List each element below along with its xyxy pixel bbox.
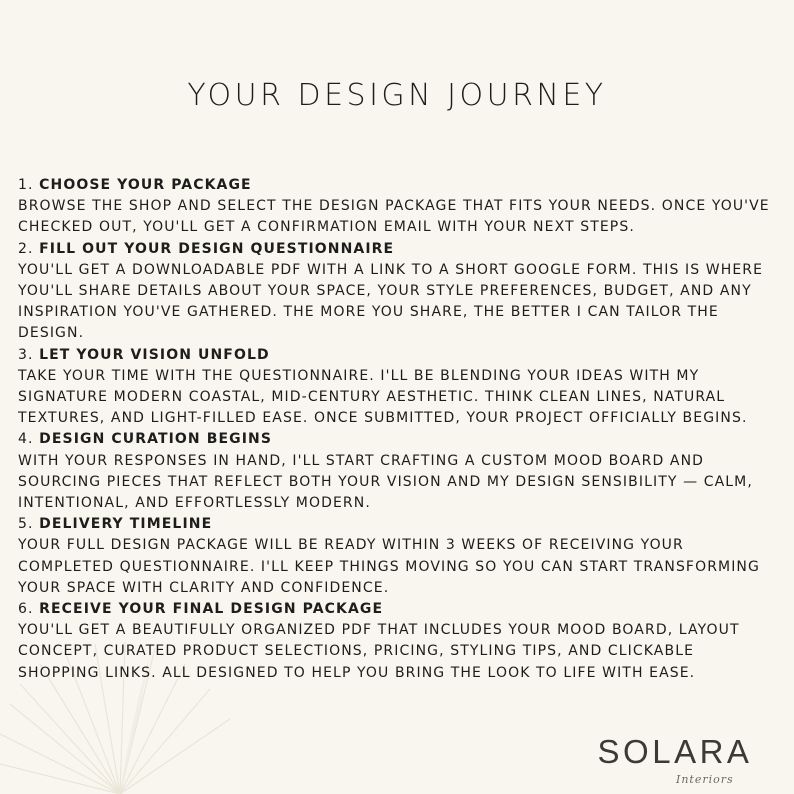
step-description-line: INTENTIONAL, AND EFFORTLESSLY MODERN. — [18, 495, 371, 512]
step-title: FILL OUT YOUR DESIGN QUESTIONNAIRE — [39, 240, 395, 257]
step-title: DELIVERY TIMELINE — [39, 516, 213, 533]
step-heading — [18, 175, 788, 196]
step-title: RECEIVE YOUR FINAL DESIGN PACKAGE — [39, 601, 384, 618]
step-description-line: BROWSE THE SHOP AND SELECT THE DESIGN PACKAGE THAT FITS YOUR NEEDS. ONCE YOU'VE — [18, 198, 770, 215]
step-heading — [18, 239, 788, 260]
step-description-line: SIGNATURE MODERN COASTAL, MID-CENTURY AESTHETIC. THINK CLEAN LINES, NATURAL — [18, 389, 726, 406]
step-heading — [18, 514, 788, 535]
step-description-line: INSPIRATION YOU'VE GATHERED. THE MORE YOU SHARE, THE BETTER I CAN TAILOR THE — [18, 304, 719, 321]
step-title: CHOOSE YOUR PACKAGE — [39, 177, 252, 193]
step-description-line: TAKE YOUR TIME WITH THE QUESTIONNAIRE. I'LL BE BLENDING YOUR IDEAS WITH MY — [18, 367, 700, 384]
brand-logo — [590, 733, 760, 786]
step-description-line: COMPLETED QUESTIONNAIRE. I'LL KEEP THINGS MOVING SO YOU CAN START TRANSFORMING — [18, 558, 760, 575]
step-description-line: CONCEPT, CURATED PRODUCT SELECTIONS, PRICING, STYLING TIPS, AND CLICKABLE — [18, 643, 695, 660]
step-title: LET YOUR VISION UNFOLD — [39, 346, 270, 363]
step-description-line: YOU'LL GET A DOWNLOADABLE PDF WITH A LINK TO A SHORT GOOGLE FORM. THIS IS WHERE — [18, 261, 764, 278]
step-title: DESIGN CURATION BEGINS — [39, 431, 273, 448]
step-description-line: SOURCING PIECES THAT REFLECT BOTH YOUR VISION AND MY DESIGN SENSIBILITY — CALM, — [18, 473, 753, 490]
step-number: 5. — [18, 516, 34, 533]
step-heading — [18, 599, 788, 620]
step-number: 3. — [18, 346, 34, 363]
step-number: 6. — [18, 601, 34, 618]
step-description-line: CHECKED OUT, YOU'LL GET A CONFIRMATION EMAIL WITH YOUR NEXT STEPS. — [18, 219, 635, 236]
step-description-line: YOUR SPACE WITH CLARITY AND CONFIDENCE. — [18, 579, 390, 596]
page-title: YOUR DESIGN JOURNEY — [187, 78, 607, 113]
step-number: 2. — [18, 240, 34, 257]
step-description-line: SHOPPING LINKS. ALL DESIGNED TO HELP YOU BRING THE LOOK TO LIFE WITH EASE. — [18, 664, 696, 681]
step-heading — [18, 429, 788, 450]
step-number: 4. — [18, 431, 34, 448]
brand-script: Interiors — [676, 773, 734, 786]
step-number: 1. — [18, 177, 34, 193]
step-description-line: TEXTURES, AND LIGHT-FILLED EASE. ONCE SUBMITTED, YOUR PROJECT OFFICIALLY BEGINS. — [18, 410, 748, 427]
brand-name: SOLARA — [597, 733, 753, 770]
steps-list — [18, 175, 788, 684]
step-heading — [18, 345, 788, 366]
step-description-line: YOU'LL SHARE DETAILS ABOUT YOUR SPACE, YOUR STYLE PREFERENCES, BUDGET, AND ANY — [18, 283, 752, 300]
step-description-line: YOUR FULL DESIGN PACKAGE WILL BE READY WITHIN 3 WEEKS OF RECEIVING YOUR — [18, 537, 684, 554]
step-description-line: WITH YOUR RESPONSES IN HAND, I'LL START CRAFTING A CUSTOM MOOD BOARD AND — [18, 452, 705, 469]
step-description-line: YOU'LL GET A BEAUTIFULLY ORGANIZED PDF THAT INCLUDES YOUR MOOD BOARD, LAYOUT — [18, 622, 740, 639]
step-description-line: DESIGN. — [18, 325, 85, 342]
